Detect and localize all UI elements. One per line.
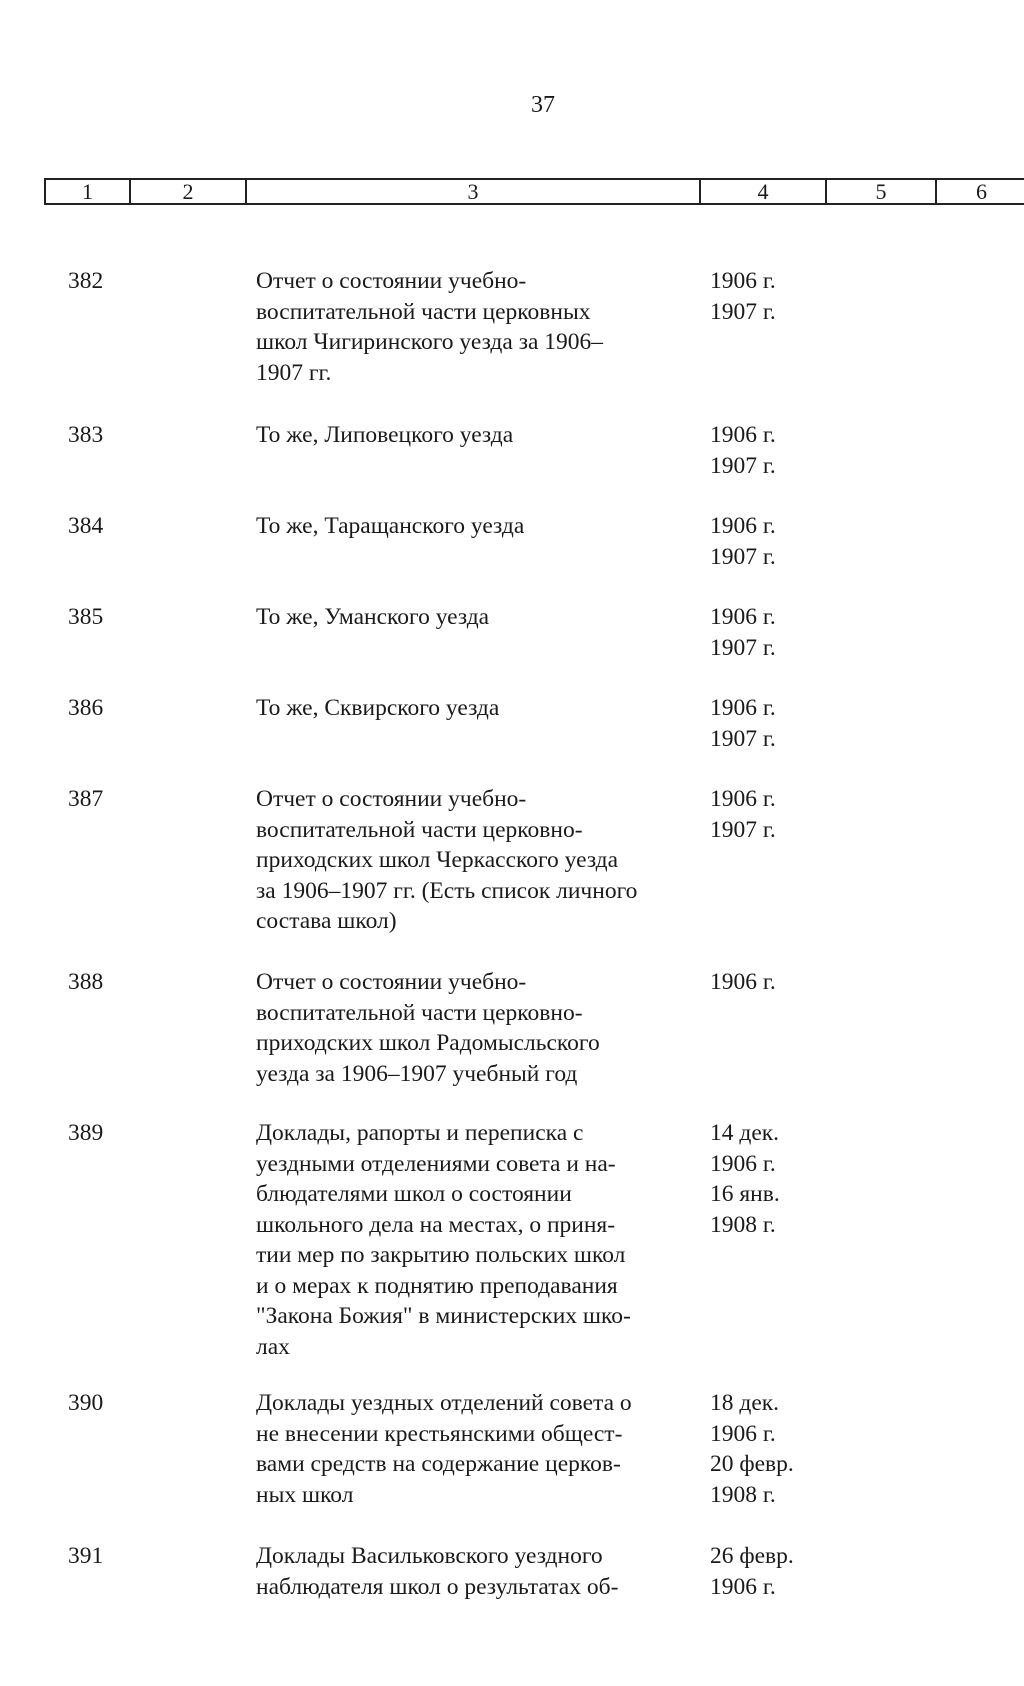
date-line: 1906 г. xyxy=(710,268,776,294)
entry-dates xyxy=(710,420,776,481)
entry-description xyxy=(256,511,696,542)
description-line: Отчет о состоянии учебно- xyxy=(256,969,527,995)
entry-description xyxy=(256,784,696,937)
description-line: за 1906–1907 гг. (Есть список личного xyxy=(256,877,638,904)
date-line: 1906 г. xyxy=(710,969,776,995)
description-line: приходских школ Черкасского уезда xyxy=(256,847,619,873)
description-line: приходских школ Радомысльского xyxy=(256,1030,600,1056)
entry-description xyxy=(256,967,696,1089)
date-line: 1908 г. xyxy=(710,1481,776,1508)
entry-description xyxy=(256,602,696,633)
entry-description xyxy=(256,1118,696,1362)
column-header: 1 xyxy=(46,180,131,203)
entry-number: 390 xyxy=(68,1390,104,1416)
date-line: 1906 г. xyxy=(710,1573,776,1600)
description-line: То же, Липовецкого уезда xyxy=(256,422,514,448)
description-line: Доклады уездных отделений совета о xyxy=(256,1390,632,1416)
date-line: 1906 г. xyxy=(710,1420,776,1447)
entry-dates xyxy=(710,266,776,327)
entry-number: 388 xyxy=(68,969,104,995)
page-number: 37 xyxy=(531,92,555,118)
entry-number: 386 xyxy=(68,695,104,721)
date-line: 1907 г. xyxy=(710,452,776,479)
date-line: 1906 г. xyxy=(710,513,776,539)
entry-dates xyxy=(710,511,776,572)
date-line: 1908 г. xyxy=(710,1211,776,1238)
entry-number: 387 xyxy=(68,786,104,812)
description-line: уезда за 1906–1907 учебный год xyxy=(256,1060,578,1087)
entry-dates xyxy=(710,1118,780,1240)
description-line: Доклады, рапорты и переписка с xyxy=(256,1120,584,1146)
entry-description xyxy=(256,1388,696,1510)
column-header: 4 xyxy=(701,180,827,203)
date-line: 1907 г. xyxy=(710,543,776,570)
date-line: 20 февр. xyxy=(710,1451,794,1477)
description-line: и о мерах к поднятию преподавания xyxy=(256,1272,618,1299)
entry-number: 383 xyxy=(68,422,104,448)
description-line: наблюдателя школ о результатах об- xyxy=(256,1573,619,1600)
description-line: школ Чигиринского уезда за 1906– xyxy=(256,329,604,355)
description-line: То же, Уманского уезда xyxy=(256,604,490,630)
description-line: состава школ) xyxy=(256,908,397,934)
date-line: 1906 г. xyxy=(710,1150,776,1177)
entry-dates xyxy=(710,784,776,845)
description-line: воспитательной части церковных xyxy=(256,298,591,325)
date-line: 1906 г. xyxy=(710,422,776,448)
description-line: блюдателями школ о состоянии xyxy=(256,1181,572,1207)
entry-number: 385 xyxy=(68,604,104,630)
description-line: воспитательной части церковно- xyxy=(256,816,583,843)
description-line: воспитательной части церковно- xyxy=(256,999,583,1026)
description-line: лах xyxy=(256,1333,290,1360)
entry-dates xyxy=(710,1541,794,1602)
description-line: "Закона Божия" в министерских шко- xyxy=(256,1303,631,1329)
entry-description xyxy=(256,420,696,451)
description-line: Доклады Васильковского уездного xyxy=(256,1543,603,1569)
description-line: То же, Таращанского уезда xyxy=(256,513,525,539)
date-line: 1906 г. xyxy=(710,604,776,630)
description-line: Отчет о состоянии учебно- xyxy=(256,268,527,294)
date-line: 18 дек. xyxy=(710,1390,780,1416)
date-line: 1907 г. xyxy=(710,816,776,843)
date-line: 1906 г. xyxy=(710,786,776,812)
column-header-row xyxy=(44,178,1024,205)
entry-number: 391 xyxy=(68,1543,104,1569)
column-header: 2 xyxy=(131,180,247,203)
entry-number: 389 xyxy=(68,1120,104,1146)
entry-description xyxy=(256,693,696,724)
entry-number: 382 xyxy=(68,268,104,294)
entry-dates xyxy=(710,693,776,754)
entry-description xyxy=(256,1541,696,1602)
description-line: ных школ xyxy=(256,1481,354,1508)
entry-dates xyxy=(710,602,776,663)
date-line: 1907 г. xyxy=(710,634,776,661)
date-line: 16 янв. xyxy=(710,1181,780,1207)
column-header: 5 xyxy=(827,180,937,203)
entry-dates xyxy=(710,1388,794,1510)
description-line: школьного дела на местах, о приня- xyxy=(256,1211,616,1238)
entry-number: 384 xyxy=(68,513,104,539)
description-line: То же, Сквирского уезда xyxy=(256,695,500,721)
date-line: 1906 г. xyxy=(710,695,776,721)
column-header: 3 xyxy=(247,180,701,203)
date-line: 14 дек. xyxy=(710,1120,780,1146)
column-header: 6 xyxy=(976,179,987,204)
entry-dates xyxy=(710,967,776,998)
description-line: уездными отделениями совета и на- xyxy=(256,1150,616,1177)
date-line: 1907 г. xyxy=(710,298,776,325)
date-line: 26 февр. xyxy=(710,1543,794,1569)
description-line: тии мер по закрытию польских школ xyxy=(256,1242,626,1268)
description-line: Отчет о состоянии учебно- xyxy=(256,786,527,812)
description-line: 1907 гг. xyxy=(256,359,332,386)
entry-description xyxy=(256,266,696,388)
description-line: не внесении крестьянскими общест- xyxy=(256,1420,623,1447)
date-line: 1907 г. xyxy=(710,725,776,752)
description-line: вами средств на содержание церков- xyxy=(256,1451,621,1477)
